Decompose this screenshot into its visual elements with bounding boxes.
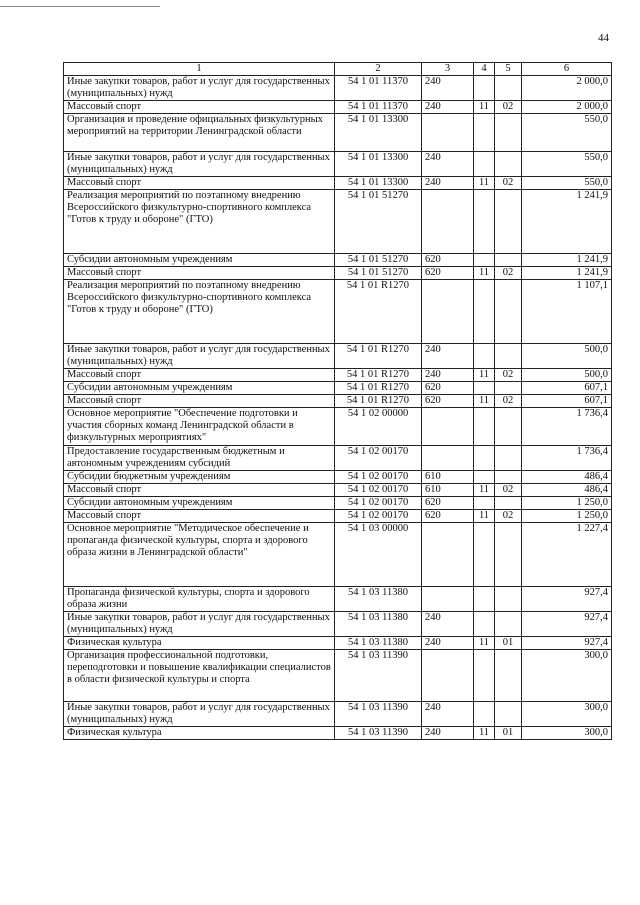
row-subsection: 02 [495, 267, 522, 280]
column-header: 5 [495, 63, 522, 76]
row-subsection [495, 76, 522, 101]
row-name: Предоставление государственным бюджетным и автономным учреждениям субсидий [64, 446, 335, 471]
row-section: 11 [474, 395, 495, 408]
budget-table [63, 62, 612, 740]
row-expense-type [422, 650, 474, 702]
row-expense-type: 240 [422, 101, 474, 114]
row-name: Иные закупки товаров, работ и услуг для государственных (муниципальных) нужд [64, 76, 335, 101]
row-target-code: 54 1 01 R1270 [335, 369, 422, 382]
row-section [474, 254, 495, 267]
row-target-code: 54 1 03 11390 [335, 650, 422, 702]
row-target-code: 54 1 03 11380 [335, 587, 422, 612]
row-section: 11 [474, 369, 495, 382]
row-expense-type [422, 280, 474, 344]
row-amount: 550,0 [522, 177, 612, 190]
table-body [64, 76, 612, 740]
row-expense-type [422, 114, 474, 152]
row-target-code: 54 1 02 00170 [335, 497, 422, 510]
row-subsection [495, 190, 522, 254]
row-expense-type: 620 [422, 497, 474, 510]
row-name: Массовый спорт [64, 267, 335, 280]
row-section [474, 497, 495, 510]
row-target-code: 54 1 01 51270 [335, 254, 422, 267]
row-subsection: 02 [495, 395, 522, 408]
row-expense-type: 240 [422, 612, 474, 637]
row-name: Массовый спорт [64, 510, 335, 523]
row-subsection [495, 344, 522, 369]
table-row [64, 76, 612, 101]
row-section [474, 280, 495, 344]
row-section [474, 76, 495, 101]
row-subsection [495, 280, 522, 344]
row-expense-type: 610 [422, 471, 474, 484]
row-amount: 607,1 [522, 395, 612, 408]
row-expense-type: 240 [422, 727, 474, 740]
row-section [474, 650, 495, 702]
row-subsection [495, 114, 522, 152]
table-row [64, 280, 612, 344]
row-section [474, 152, 495, 177]
row-section [474, 446, 495, 471]
row-target-code: 54 1 01 51270 [335, 267, 422, 280]
row-amount: 1 241,9 [522, 267, 612, 280]
row-amount: 300,0 [522, 650, 612, 702]
table-row [64, 190, 612, 254]
row-name: Основное мероприятие "Обеспечение подготовки и участия сборных команд Ленинградской области в физкультурных мероприятиях" [64, 408, 335, 446]
row-expense-type: 620 [422, 382, 474, 395]
row-amount: 1 250,0 [522, 497, 612, 510]
row-subsection: 02 [495, 177, 522, 190]
row-expense-type [422, 408, 474, 446]
row-section: 11 [474, 267, 495, 280]
row-subsection [495, 446, 522, 471]
row-amount: 300,0 [522, 727, 612, 740]
table-row [64, 408, 612, 446]
row-name: Массовый спорт [64, 395, 335, 408]
row-subsection [495, 497, 522, 510]
row-amount: 927,4 [522, 612, 612, 637]
row-subsection: 02 [495, 484, 522, 497]
row-expense-type: 240 [422, 637, 474, 650]
row-section [474, 190, 495, 254]
table-row [64, 152, 612, 177]
row-target-code: 54 1 02 00170 [335, 446, 422, 471]
row-expense-type: 620 [422, 254, 474, 267]
row-name: Иные закупки товаров, работ и услуг для государственных (муниципальных) нужд [64, 612, 335, 637]
table-row [64, 254, 612, 267]
row-name: Массовый спорт [64, 369, 335, 382]
row-subsection: 02 [495, 510, 522, 523]
row-target-code: 54 1 03 11380 [335, 612, 422, 637]
row-name: Массовый спорт [64, 177, 335, 190]
table-row [64, 446, 612, 471]
row-name: Субсидии автономным учреждениям [64, 497, 335, 510]
row-subsection [495, 612, 522, 637]
row-name: Иные закупки товаров, работ и услуг для государственных (муниципальных) нужд [64, 152, 335, 177]
row-subsection: 02 [495, 101, 522, 114]
row-target-code: 54 1 01 13300 [335, 152, 422, 177]
column-header: 3 [422, 63, 474, 76]
row-section [474, 612, 495, 637]
row-target-code: 54 1 03 11380 [335, 637, 422, 650]
row-expense-type [422, 446, 474, 471]
row-target-code: 54 1 02 00170 [335, 484, 422, 497]
row-amount: 550,0 [522, 114, 612, 152]
row-expense-type: 620 [422, 267, 474, 280]
row-expense-type [422, 523, 474, 587]
row-amount: 1 736,4 [522, 408, 612, 446]
row-target-code: 54 1 01 11370 [335, 101, 422, 114]
row-section: 11 [474, 637, 495, 650]
row-amount: 550,0 [522, 152, 612, 177]
row-subsection [495, 254, 522, 267]
row-amount: 500,0 [522, 344, 612, 369]
column-header: 1 [64, 63, 335, 76]
row-target-code: 54 1 02 00170 [335, 510, 422, 523]
row-target-code: 54 1 01 R1270 [335, 280, 422, 344]
row-subsection [495, 471, 522, 484]
row-amount: 927,4 [522, 637, 612, 650]
row-section: 11 [474, 510, 495, 523]
row-name: Массовый спорт [64, 484, 335, 497]
row-name: Физическая культура [64, 637, 335, 650]
row-amount: 486,4 [522, 484, 612, 497]
column-header: 4 [474, 63, 495, 76]
row-section [474, 587, 495, 612]
row-expense-type [422, 587, 474, 612]
row-subsection [495, 702, 522, 727]
row-subsection [495, 587, 522, 612]
row-name: Массовый спорт [64, 101, 335, 114]
row-section [474, 114, 495, 152]
row-amount: 2 000,0 [522, 101, 612, 114]
row-target-code: 54 1 01 R1270 [335, 395, 422, 408]
row-subsection: 01 [495, 727, 522, 740]
row-amount: 486,4 [522, 471, 612, 484]
row-target-code: 54 1 01 R1270 [335, 382, 422, 395]
header-row [64, 63, 612, 76]
row-target-code: 54 1 03 00000 [335, 523, 422, 587]
table-row [64, 267, 612, 280]
row-subsection [495, 523, 522, 587]
row-amount: 1 241,9 [522, 190, 612, 254]
table-row [64, 727, 612, 740]
row-name: Физическая культура [64, 727, 335, 740]
row-section: 11 [474, 101, 495, 114]
row-section: 11 [474, 727, 495, 740]
row-name: Организация и проведение официальных физкультурных мероприятий на территории Ленинградской области [64, 114, 335, 152]
column-header: 2 [335, 63, 422, 76]
row-name: Субсидии бюджетным учреждениям [64, 471, 335, 484]
row-expense-type: 240 [422, 152, 474, 177]
table-row [64, 471, 612, 484]
row-name: Пропаганда физической культуры, спорта и здорового образа жизни [64, 587, 335, 612]
row-amount: 1 107,1 [522, 280, 612, 344]
row-target-code: 54 1 02 00170 [335, 471, 422, 484]
row-amount: 1 241,9 [522, 254, 612, 267]
row-subsection: 01 [495, 637, 522, 650]
row-section [474, 523, 495, 587]
table-row [64, 101, 612, 114]
row-expense-type: 240 [422, 369, 474, 382]
page-number: 44 [598, 32, 609, 44]
table-row [64, 177, 612, 190]
table-row [64, 702, 612, 727]
row-target-code: 54 1 01 51270 [335, 190, 422, 254]
table-row [64, 484, 612, 497]
row-section: 11 [474, 484, 495, 497]
row-expense-type: 620 [422, 510, 474, 523]
top-rule [0, 6, 160, 7]
row-name: Иные закупки товаров, работ и услуг для государственных (муниципальных) нужд [64, 344, 335, 369]
row-expense-type: 240 [422, 702, 474, 727]
row-amount: 2 000,0 [522, 76, 612, 101]
row-target-code: 54 1 01 11370 [335, 76, 422, 101]
table-row [64, 637, 612, 650]
row-name: Организация профессиональной подготовки, переподготовки и повышение квалификации специалистов в области физической культуры и спорта [64, 650, 335, 702]
row-section [474, 408, 495, 446]
row-expense-type: 610 [422, 484, 474, 497]
table-row [64, 650, 612, 702]
row-target-code: 54 1 01 R1270 [335, 344, 422, 369]
row-expense-type: 620 [422, 395, 474, 408]
row-section [474, 471, 495, 484]
row-target-code: 54 1 03 11390 [335, 727, 422, 740]
table-row [64, 523, 612, 587]
row-target-code: 54 1 03 11390 [335, 702, 422, 727]
row-subsection [495, 408, 522, 446]
table-row [64, 587, 612, 612]
table-row [64, 369, 612, 382]
row-subsection: 02 [495, 369, 522, 382]
row-target-code: 54 1 01 13300 [335, 114, 422, 152]
row-amount: 1 736,4 [522, 446, 612, 471]
table-row [64, 510, 612, 523]
row-subsection [495, 650, 522, 702]
row-section [474, 382, 495, 395]
row-amount: 500,0 [522, 369, 612, 382]
row-name: Реализация мероприятий по поэтапному внедрению Всероссийского физкультурно-спортивного комплекса "Готов к труду и обороне" (ГТО) [64, 280, 335, 344]
row-amount: 1 227,4 [522, 523, 612, 587]
row-amount: 607,1 [522, 382, 612, 395]
row-section [474, 344, 495, 369]
table-row [64, 382, 612, 395]
row-amount: 927,4 [522, 587, 612, 612]
row-name: Основное мероприятие "Методическое обеспечение и пропаганда физической культуры, спорта и здорового образа жизни в Ленинградской области" [64, 523, 335, 587]
table-row [64, 395, 612, 408]
row-subsection [495, 382, 522, 395]
table-row [64, 497, 612, 510]
table-row [64, 114, 612, 152]
row-amount: 1 250,0 [522, 510, 612, 523]
row-expense-type: 240 [422, 177, 474, 190]
row-section [474, 702, 495, 727]
row-expense-type: 240 [422, 76, 474, 101]
column-header: 6 [522, 63, 612, 76]
table-row [64, 612, 612, 637]
row-name: Субсидии автономным учреждениям [64, 382, 335, 395]
row-name: Реализация мероприятий по поэтапному внедрению Всероссийского физкультурно-спортивного комплекса "Готов к труду и обороне" (ГТО) [64, 190, 335, 254]
table-row [64, 344, 612, 369]
row-name: Субсидии автономным учреждениям [64, 254, 335, 267]
row-target-code: 54 1 01 13300 [335, 177, 422, 190]
row-expense-type [422, 190, 474, 254]
row-expense-type: 240 [422, 344, 474, 369]
row-name: Иные закупки товаров, работ и услуг для государственных (муниципальных) нужд [64, 702, 335, 727]
row-amount: 300,0 [522, 702, 612, 727]
row-target-code: 54 1 02 00000 [335, 408, 422, 446]
row-section: 11 [474, 177, 495, 190]
row-subsection [495, 152, 522, 177]
